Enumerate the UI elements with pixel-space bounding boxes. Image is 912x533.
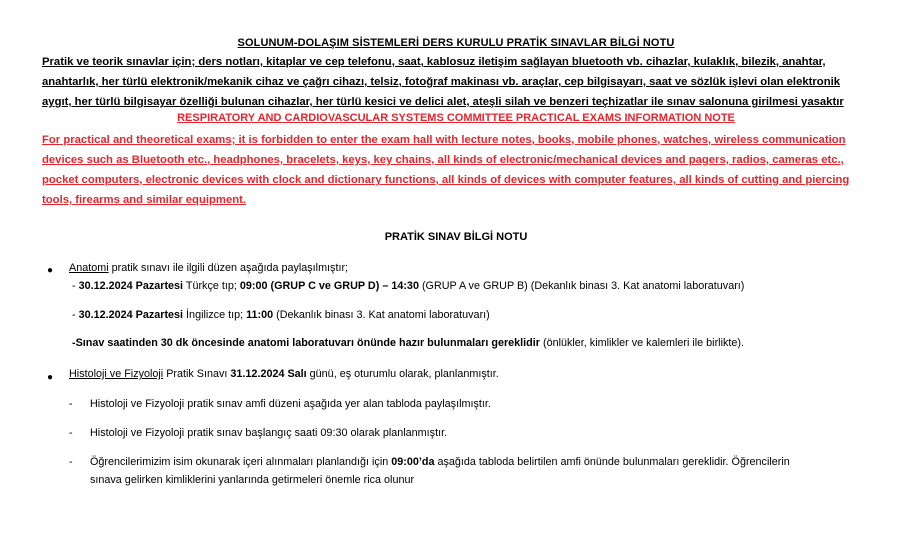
bullet-icon: ● — [47, 265, 54, 276]
turkish-warning-line: Pratik ve teorik sınavlar için; ders notları, kitaplar ve cep telefonu, saat, kablosuz iletişim sağlayan bluetooth vb. cihazlar, kulaklık, bilezik, anahtar, — [42, 56, 826, 68]
dash-text: - — [72, 280, 79, 292]
anatomy-text: ( — [267, 280, 275, 292]
histology-arrival-text: Öğrencilerimizim isim okunarak içeri alınmaları planlandığı için — [90, 456, 392, 468]
english-warning-line: pocket computers, electronic devices with clock and dictionary functions, all kinds of devices with computer features, all kinds of cutting and piercing — [42, 174, 850, 186]
anatomy-date: 30.12.2024 Pazartesi — [78, 280, 184, 292]
english-warning-line: tools, firearms and similar equipment. — [42, 194, 247, 206]
page-title: SOLUNUM-DOLAŞIM SİSTEMLERİ DERS KURULU PRATİK SINAVLAR BİLGİ NOTU — [237, 37, 675, 49]
histology-date: 31.12.2024 Salı — [230, 368, 307, 380]
anatomy-intro — [69, 262, 348, 274]
dash-marker: - — [69, 456, 73, 468]
anatomy-time: 11:00 — [246, 309, 274, 321]
turkish-warning-line: aygıt, her türlü bilgisayar özelliği bulunan cihazlar, her türlü kesici ve delici alet, ateşli silah ve benzeri teçhizatlar ile sınav salonuna girilmesi yasaktır — [42, 96, 844, 108]
english-warning-line: For practical and theoretical exams; it is forbidden to enter the exam hall with lecture notes, books, mobile phones, watches, wireless communication — [42, 134, 846, 146]
anatomy-text: ) – — [375, 280, 392, 292]
histology-item-start-time: Histoloji ve Fizyoloji pratik sınav başlangıç saati 09:30 olarak planlanmıştır. — [90, 427, 448, 439]
anatomy-intro-text: pratik sınavı ile ilgili düzen aşağıda paylaşılmıştır; — [108, 262, 349, 274]
english-warning-paragraph — [42, 130, 872, 210]
anatomy-text: (GRUP A ve GRUP B) (Dekanlık binası 3. Kat anatomi laboratuvarı) — [418, 280, 745, 292]
histology-item-arrival-line2: sınava gelirken kimliklerini yanlarında getirmeleri önemle rica olunur — [90, 474, 415, 486]
dash-text: - — [72, 309, 79, 321]
histology-item-arrival — [90, 456, 790, 468]
anatomy-date: 30.12.2024 Pazartesi — [78, 309, 184, 321]
anatomy-turkish-schedule — [72, 280, 744, 292]
histology-intro — [69, 368, 499, 380]
dash-marker: - — [69, 427, 73, 439]
anatomy-text: Türkçe tıp; — [183, 280, 240, 292]
section-subtitle: PRATİK SINAV BİLGİ NOTU — [384, 231, 528, 243]
anatomy-time: 14:30 — [391, 280, 419, 292]
anatomy-time: 09:00 — [239, 280, 268, 292]
histology-subject: Histoloji ve Fizyoloji — [69, 368, 164, 380]
turkish-warning-line: anahtarlık, her türlü elektronik/mekanik cihaz ve çağrı cihazı, telsiz, fotoğraf makinası vb. araçlar, cep bilgisayarı, saat ve sözlük işlevi olan elektronik — [42, 76, 841, 88]
histology-arrival-time: 09:00’da — [391, 456, 435, 468]
histology-text: günü, eş oturumlu olarak, planlanmıştır. — [306, 368, 499, 380]
anatomy-arrival-text: (önlükler, kimlikler ve kalemleri ile birlikte). — [539, 337, 744, 349]
anatomy-group: GRUP C ve GRUP D — [274, 280, 376, 292]
anatomy-arrival-bold: -Sınav saatinden 30 dk öncesinde anatomi laboratuvarı önünde hazır bulunmaları gereklidir — [72, 337, 540, 349]
anatomy-arrival-note — [72, 337, 744, 349]
anatomy-text: (Dekanlık binası 3. Kat anatomi laboratuvarı) — [273, 309, 490, 321]
anatomy-text: İngilizce tıp; — [183, 309, 247, 321]
bullet-icon: ● — [47, 372, 54, 383]
anatomy-english-schedule — [72, 309, 490, 321]
turkish-warning-paragraph — [42, 52, 872, 112]
anatomy-subject: Anatomi — [69, 262, 109, 274]
histology-text: Pratik Sınavı — [163, 368, 231, 380]
histology-item-layout: Histoloji ve Fizyoloji pratik sınav amfi düzeni aşağıda yer alan tabloda paylaşılmıştır. — [90, 398, 491, 410]
histology-arrival-text: aşağıda tabloda belirtilen amfi önünde bulunmaları gereklidir. Öğrencilerin — [434, 456, 790, 468]
dash-marker: - — [69, 398, 73, 410]
english-warning-line: devices such as Bluetooth etc., headphones, bracelets, keys, key chains, all kinds of electronic/mechanical devices and pagers, radios, cameras etc., — [42, 154, 844, 166]
english-title: RESPIRATORY AND CARDIOVASCULAR SYSTEMS COMMITTEE PRACTICAL EXAMS INFORMATION NOTE — [177, 112, 735, 124]
